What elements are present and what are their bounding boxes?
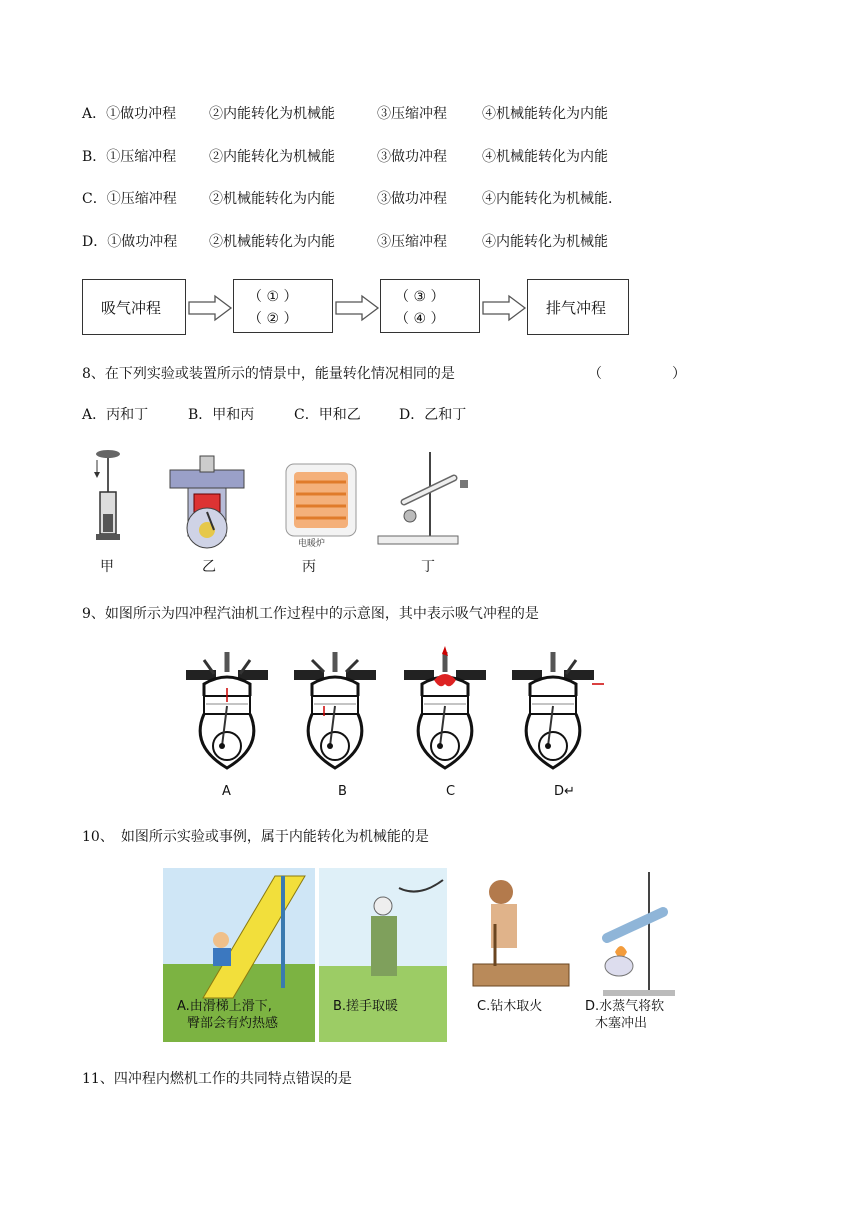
option-d-cell-1: D．①做功冲程 — [82, 234, 178, 250]
flow-box-intake — [82, 279, 186, 335]
flow-box-intake-label: 吸气冲程 — [101, 299, 162, 317]
q8-option-b: B．甲和丙 — [188, 407, 255, 423]
option-b-cell-3: ③做功冲程 — [377, 149, 447, 165]
engine-cutaway-drawing — [170, 456, 244, 548]
q8-answer-paren: （ ） — [588, 366, 686, 382]
flow-box-exhaust — [527, 279, 629, 335]
fig-label-yi: 乙 — [202, 559, 216, 575]
engine-a — [186, 652, 268, 768]
option-c-cell-2: ②机械能转化为内能 — [209, 191, 335, 207]
caption-a-line2: 臀部会有灼热感 — [187, 1016, 279, 1031]
option-d-cell-2: ②机械能转化为内能 — [209, 234, 335, 250]
caption-b-line1: B.搓手取暖 — [333, 999, 399, 1014]
q10-figure — [163, 868, 685, 1042]
option-b-cell-4: ④机械能转化为内能 — [482, 149, 608, 165]
q8-option-c: C．甲和乙 — [294, 407, 361, 423]
engine-label-a: A — [222, 784, 231, 799]
test-tube-stand-drawing — [378, 452, 468, 544]
caption-d-line2: 木塞冲出 — [595, 1016, 648, 1031]
flow-box-exhaust-label: 排气冲程 — [546, 299, 607, 317]
option-b-cell-2: ②内能转化为机械能 — [209, 149, 335, 165]
caption-d-line1: D.水蒸气将软 — [585, 999, 665, 1014]
option-d-cell-4: ④内能转化为机械能 — [482, 234, 608, 250]
engine-label-c: C — [446, 784, 456, 799]
flow-box-3 — [380, 279, 480, 333]
q10-stem: 10、 如图所示实验或事例，属于内能转化为机械能的是 — [82, 829, 429, 845]
caption-b — [333, 998, 398, 1015]
option-d-cell-3: ③压缩冲程 — [377, 234, 447, 250]
flow-box-2-top: （ ① ） — [248, 289, 298, 305]
flow-box-2-bottom: （ ② ） — [248, 311, 298, 327]
fig-label-jia: 甲 — [100, 559, 114, 575]
option-c-cell-4: ④内能转化为机械能. — [482, 191, 613, 207]
q11-stem: 11、四冲程内燃机工作的共同特点错误的是 — [82, 1071, 352, 1087]
engine-label-b: B — [338, 784, 347, 799]
flow-arrow-3 — [481, 294, 527, 322]
engine-b — [294, 652, 376, 768]
option-c-cell-3: ③做功冲程 — [377, 191, 447, 207]
q8-option-a: A．丙和丁 — [82, 407, 149, 423]
option-a-cell-2: ②内能转化为机械能 — [209, 106, 335, 122]
option-a-cell-1: A．①做功冲程 — [82, 106, 177, 122]
engine-c — [404, 646, 486, 768]
flow-box-3-bottom: （ ④ ） — [395, 311, 445, 327]
caption-a — [177, 998, 278, 1032]
electric-heater-drawing — [286, 464, 356, 536]
option-a-cell-4: ④机械能转化为内能 — [482, 106, 608, 122]
flow-box-3-top: （ ③ ） — [395, 289, 445, 305]
caption-a-line1: A.由滑梯上滑下, — [177, 999, 272, 1014]
engine-label-d: D↵ — [554, 784, 575, 799]
q9-engine-strokes-figure — [186, 650, 606, 800]
flow-box-2 — [233, 279, 333, 333]
engine-d — [512, 652, 604, 768]
option-b-cell-1: B．①压缩冲程 — [82, 149, 177, 165]
option-a-cell-3: ③压缩冲程 — [377, 106, 447, 122]
q8-stem: 8、在下列实验或装置所示的情景中，能量转化情况相同的是 — [82, 366, 455, 382]
flow-arrow-1 — [187, 294, 233, 322]
fig-label-bing: 丙 — [302, 559, 316, 575]
q8-option-d: D．乙和丁 — [399, 407, 467, 423]
fire-piston-drawing — [94, 450, 120, 540]
q9-stem: 9、如图所示为四冲程汽油机工作过程中的示意图，其中表示吸气冲程的是 — [82, 606, 539, 622]
option-c-cell-1: C．①压缩冲程 — [82, 191, 177, 207]
caption-d — [585, 998, 664, 1032]
q8-figure — [80, 444, 480, 582]
flow-arrow-2 — [334, 294, 380, 322]
caption-c-line1: C.钻木取火 — [477, 999, 543, 1014]
caption-c — [477, 998, 542, 1015]
fig-label-ding: 丁 — [421, 559, 435, 575]
heater-caption: 电暖炉 — [298, 539, 326, 549]
